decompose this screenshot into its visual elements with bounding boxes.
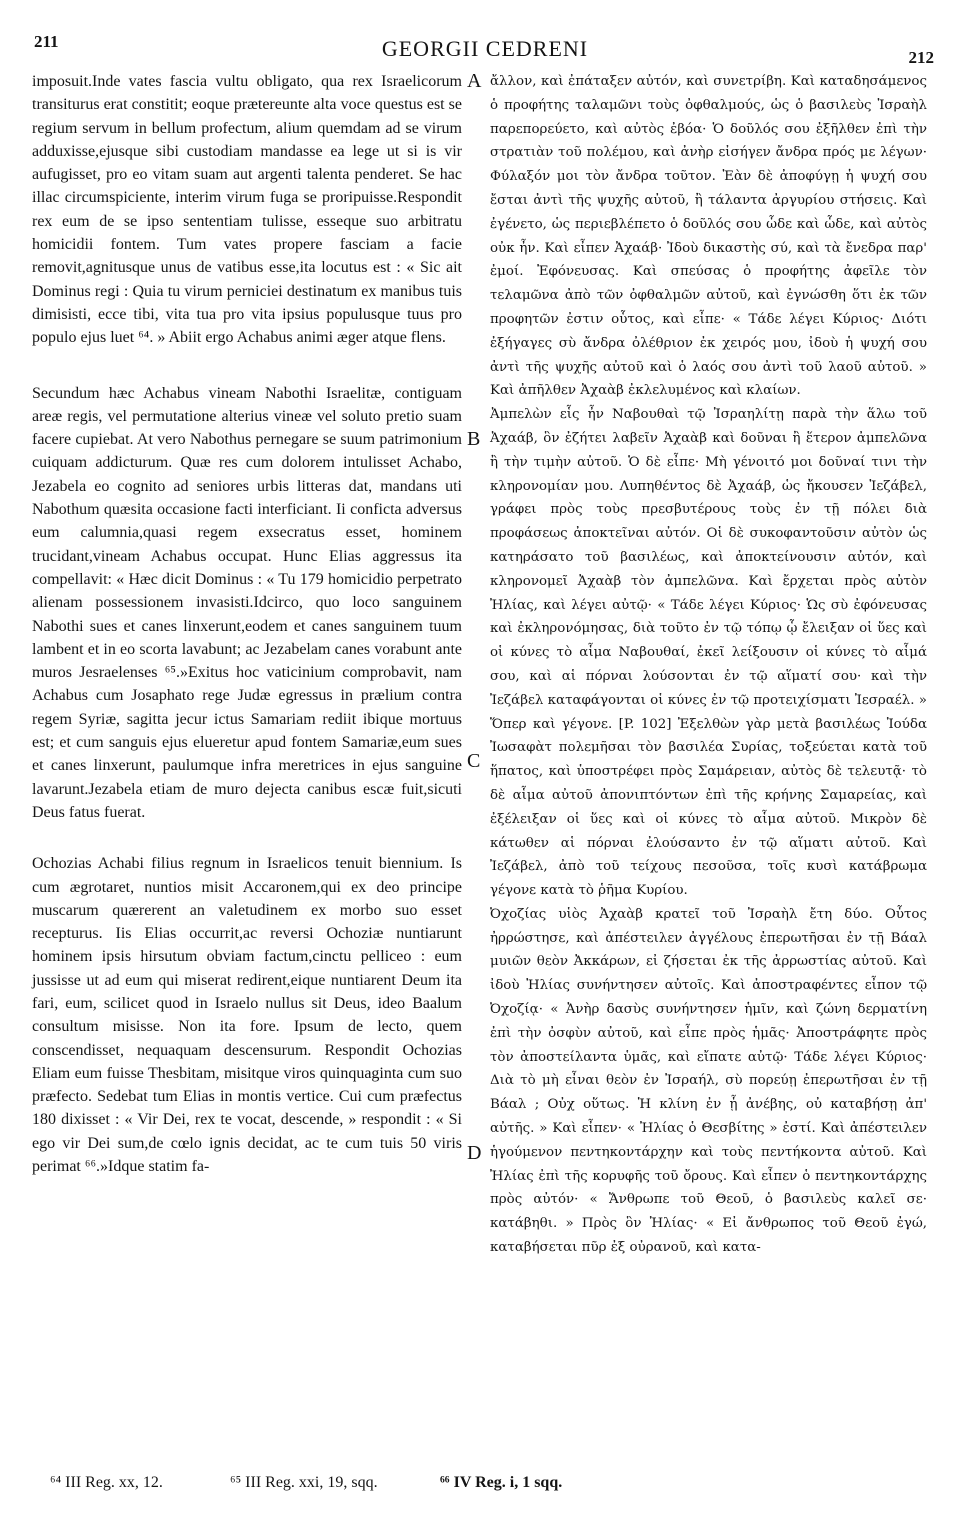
latin-paragraph: Ochozias Achabi filius regnum in Israelicos tenuit biennium. Is cum ægrotaret, nuntios misit Accaronem,qui ex deo principe muscarum quærerent an valetudinem ex morbo suo esset recepturus. Iis Elias occurrit,ac reversi Ochoziæ nuntiarunt hominem ipsis hirsutum obviam factum,cinctu pelliceo : eum jussisse ut ad eum qui miserat redirent,eique nuntiarent Deum ita fari, eum, scilicet quod in Israelo nullus sit Deus, ideo Baalum consultum misisse. Non ita fore. Ipsum de lecto, quem conscendisset, nequaquam descensurum. Respondit Ochozias Eliam eum fuisse Thesbitam, misitque viros quinquaginta cum suo præfecto. Sedebat tum Elias in montis vertice. Cui cum præfectus 180 dixisset : « Vir Dei, rex te vocat, descende, » respondit : « Si ego vir Dei sum,de cœlo ignis decidat, ac te cum tuis 50 viris perimat ⁶⁶.»Idque statim fa- — [32, 855, 462, 1176]
greek-column — [490, 70, 927, 1260]
margin-marker-c: C — [467, 750, 481, 772]
greek-paragraph: ἄλλον, καὶ ἐπάταξεν αὐτόν, καὶ συνετρίβη. Καὶ καταδησάμενος ὁ προφήτης ταλαμῶνι τοὺς ὀφθαλμούς, ὡς ὁ βασιλεὺς Ἰσραὴλ παρεπορεύετο, καὶ αὐτὸς ἐβόα· Ὁ δοῦλός σου ἐξῆλθεν ἐπὶ τὴν στρατιὰν τοῦ πολέμου, καὶ ἀνὴρ εἰσήγεν ἄνδρα πρός με λέγων· Φύλαξόν μοι τὸν ἄνδρα τοῦτον. Ἐὰν δὲ ἀποφύγῃ ἡ ψυχή σου ἔσται ἀντὶ τῆς ψυχῆς αὐτοῦ, ἢ τάλαντα ἀργυρίου στήσεις. Καὶ ἐγένετο, ὡς περιεβλέπετο ὁ δοῦλός σου ὧδε καὶ ὧδε, καὶ αὐτὸς οὐκ ἦν. Καὶ εἶπεν Ἀχαάβ· Ἰδοὺ δικαστὴς σύ, καὶ τὰ ἔνεδρα παρ' ἐμοί. Ἐφόνευσας. Καὶ σπεύσας ὁ προφήτης ἀφεῖλε τὸν τελαμῶνα ἀπὸ τῶν ὀφθαλμῶν αὐτοῦ, καὶ ἐγνώσθη ὅτι ἐκ τῶν προφητῶν ἐστιν οὗτος, καὶ εἶπε· « Τάδε λέγει Κύριος· Διότι ἐξήγαγες σὺ ἄνδρα ὀλέθριον ἐκ χειρός μου, ἰδοὺ ἡ ψυχή σου ἀντὶ τῆς ψυχῆς αὐτοῦ καὶ ὁ λαός σου ἀντὶ τοῦ λαοῦ αὐτοῦ. » Καὶ ἀπῆλθεν Ἀχαὰβ ἐκλελυμένος καὶ κλαίων. — [490, 74, 927, 399]
latin-column — [32, 70, 462, 1178]
footnote-64: ⁶⁴ III Reg. xx, 12. — [50, 1474, 163, 1491]
margin-marker-b: B — [467, 428, 481, 450]
page-header — [30, 26, 940, 66]
greek-paragraph: Ἀμπελὼν εἷς ἦν Ναβουθαὶ τῷ Ἰσραηλίτῃ παρὰ τὴν ἅλω τοῦ Ἀχαάβ, ὃν ἐζήτει λαβεῖν Ἀχαὰβ καὶ δοῦναι ἢ ἕτερον ἀμπελῶνα ἢ τὴν τιμὴν αὐτοῦ. Ὁ δὲ εἶπε· Μὴ γένοιτό μοι δοῦναί τινι τὴν κληρονομίαν μου. Λυπηθέντος δὲ Ἀχαάβ, ὡς ἤκουσεν Ἰεζάβελ, γράφει πρὸς τοὺς πρεσβυτέρους τοὺς ἐν τῇ πόλει διὰ προφάσεως ἀποκτεῖναι αὐτόν. Οἱ δὲ συκοφαντοῦσιν αὐτὸν ὡς κατηράσατο τοῦ βασιλέως, καὶ ἀποκτείνουσιν αὐτόν, καὶ κληρονομεῖ Ἀχαὰβ τὸν ἀμπελῶνα. Καὶ ἔρχεται πρὸς αὐτὸν Ἠλίας, καὶ λέγει αὐτῷ· « Τάδε λέγει Κύριος· Ὡς σὺ ἐφόνευσας καὶ ἐκληρονόμησας, διὰ τοῦτο ἐν τῷ τόπῳ ᾧ ἔλειξαν οἱ ὕες καὶ οἱ κύνες τὸ αἷμα Ναβουθαί, ἐκεῖ λείξουσιν οἱ κύνες τὸ αἷμά σου, καὶ αἱ πόρναι λούσονται ἐν τῷ αἵματί σου· καὶ τὴν Ἰεζάβελ καταφάγονται οἱ κύνες ἐν τῷ προτειχίσματι Ἰεσραέλ. » Ὅπερ καὶ γέγονε. [P. 102] Ἐξελθὼν γὰρ μετὰ βασιλέως Ἰούδα Ἰωσαφὰτ πολεμῆσαι τὸν βασιλέα Συρίας, τοξεύεται κατὰ τοῦ ἥπατος, καὶ ὑποστρέφει πρὸς Σαμάρειαν, αὐτὸς δὲ τελευτᾷ· τὸ δὲ αἷμα αὐτοῦ ἀπονιπτόντων ἐπὶ τῆς κρήνης Σαμαρείας, καὶ ἐξέλειξαν οἱ ὕες καὶ οἱ κύνες τὸ αἷμα αὐτοῦ. Μικρὸν δὲ κάτωθεν αἱ πόρναι ἐλούσαντο ἐν τῷ αἵματι αὐτοῦ. Καὶ Ἰεζάβελ, ἀπὸ τοῦ τείχους πεσοῦσα, τοῖς κυσὶ κατάβρωμα γέγονε κατὰ τὸ ῥῆμα Κυρίου. — [490, 407, 927, 899]
latin-paragraph: imposuit.Inde vates fascia vultu obligato, qua rex Israelicorum transiturus erat constitit; eoque prætereunte alta voce questus est se regium servum in bellum profectum, alium quemdam ad se virum adduxisse,ejusque sibi custodiam mandasse ea lege ut si is vir aufugisset, pro eo vitam suam aut argenti talenta penderet. Se hac illac circumspiciente, interim virum fuga se proripuisse.Respondit rex eum de se ipso sententiam tulisse, esseque suo arbitratu homicidii fontem. Tum vates propere fasciam a facie removit,agnitusque unus de vatibus esse,ita locutus est : « Sic ait Dominus regi : Quia tu virum perniciei destinatum ex manibus tuis dimisisti, ecce tibi, vita tua pro vita ipsius populusque tuus pro populo ejus luet ⁶⁴. » Abiit ergo Achabus animi æger atque flens. — [32, 73, 462, 347]
footnote-66: ⁶⁶ IV Reg. i, 1 sqq. — [440, 1474, 563, 1491]
latin-paragraph: Secundum hæc Achabus vineam Nabothi Israelitæ, contiguam areæ regis, vel permutatione alterius vineæ vel soluto pretio suam facere cupiebat. At vero Nabothus pernegare se suum patrimonium cuiquam addicturum. Quæ res cum dolorem intulisset Achabo, Jezabela eo cognito ad seniores urbis litteras dat, mandans uti Nabothum quæsita occasione facti interficiant. Ii conficta adversus eum calumnia,quasi regem exsecratus esset, hominem trucidant,vineam Achabus occupat. Hunc Elias aggressus ita compellavit: « Hæc dicit Dominus : « Tu 179 homicidio perpetrato alienam possessionem invasisti.Idcirco, quo loco sanguinem Nabothi sues et canes linxerunt,eodem et canes sanguinem tuum lambent et in eo scorta lavabunt; ac Jezabelam canes vorabunt ante muros Jesraelenses ⁶⁵.»Exitus hoc vaticinium comprobavit, nam Achabus cum Josaphato rege Judæ egressus in prælium contra regem Syriæ, sagitta jecur ictus Samariam rediit ibique mortuus est; et cum sanguis ejus elueretur apud fontem Samariæ,eum sues et canes linxerunt, paulumque infra meretrices in ejus sanguine lavarunt.Jezabela etiam de muro dejecta canibus escæ fuit,sicuti Deus fatus fuerat. — [32, 384, 462, 821]
page-number-right: 212 — [908, 48, 934, 67]
page-number-left: 211 — [34, 32, 59, 51]
margin-marker-a: A — [467, 70, 482, 92]
greek-paragraph: Ὀχοζίας υἱὸς Ἀχαὰβ κρατεῖ τοῦ Ἰσραὴλ ἔτη δύο. Οὗτος ἠρρώστησε, καὶ ἀπέστειλεν ἀγγέλους ἐπερωτῆσαι ἐν τῇ Βάαλ μυιῶν θεὸν Ἀκκάρων, εἰ ζήσεται ἐκ τῆς ἀρρωστίας αὐτοῦ. Καὶ ἰδοὺ Ἠλίας συνήντησεν αὐτοῖς. Καὶ ἀποστραφέντες εἶπον τῷ Ὀχοζίᾳ· « Ἀνὴρ δασὺς συνήντησεν ἡμῖν, καὶ ζώνη δερματίνη ἐπὶ τὴν ὀσφὺν αὐτοῦ, καὶ εἶπε πρὸς ἡμᾶς· Ἀποστράφητε πρὸς τὸν ἀποστείλαντα ὑμᾶς, καὶ εἴπατε αὐτῷ· Τάδε λέγει Κύριος· Διὰ τὸ μὴ εἶναι θεὸν ἐν Ἰσραήλ, σὺ πορεύῃ ἐπερωτῆσαι ἐν τῇ Βάαλ ; Οὐχ οὕτως. Ἡ κλίνη ἐν ᾗ ἀνέβης, οὐ καταβήσῃ ἀπ' αὐτῆς. » Καὶ εἶπεν· « Ἠλίας ὁ Θεσβίτης » ἐστί. Καὶ ἀπέστειλεν ἡγούμενον πεντηκοντάρχην καὶ τοὺς πεντήκοντα αὐτοῦ. Καὶ Ἠλίας ἐπὶ τῆς κορυφῆς τοῦ ὄρους. Καὶ εἶπεν ὁ πεντηκοντάρχης πρὸς αὐτόν· « Ἄνθρωπε τοῦ Θεοῦ, ὁ βασιλεὺς καλεῖ σε· κατάβηθι. » Πρὸς ὃν Ἠλίας· « Εἰ ἄνθρωπος τοῦ Θεοῦ ἐγώ, καταβήσεται πῦρ ἐξ οὐρανοῦ, καὶ κατα- — [490, 906, 927, 1256]
footnote-65: ⁶⁵ III Reg. xxi, 19, sqq. — [230, 1474, 378, 1491]
running-title: GEORGII CEDRENI — [381, 36, 589, 61]
margin-marker-d: D — [467, 1142, 482, 1164]
